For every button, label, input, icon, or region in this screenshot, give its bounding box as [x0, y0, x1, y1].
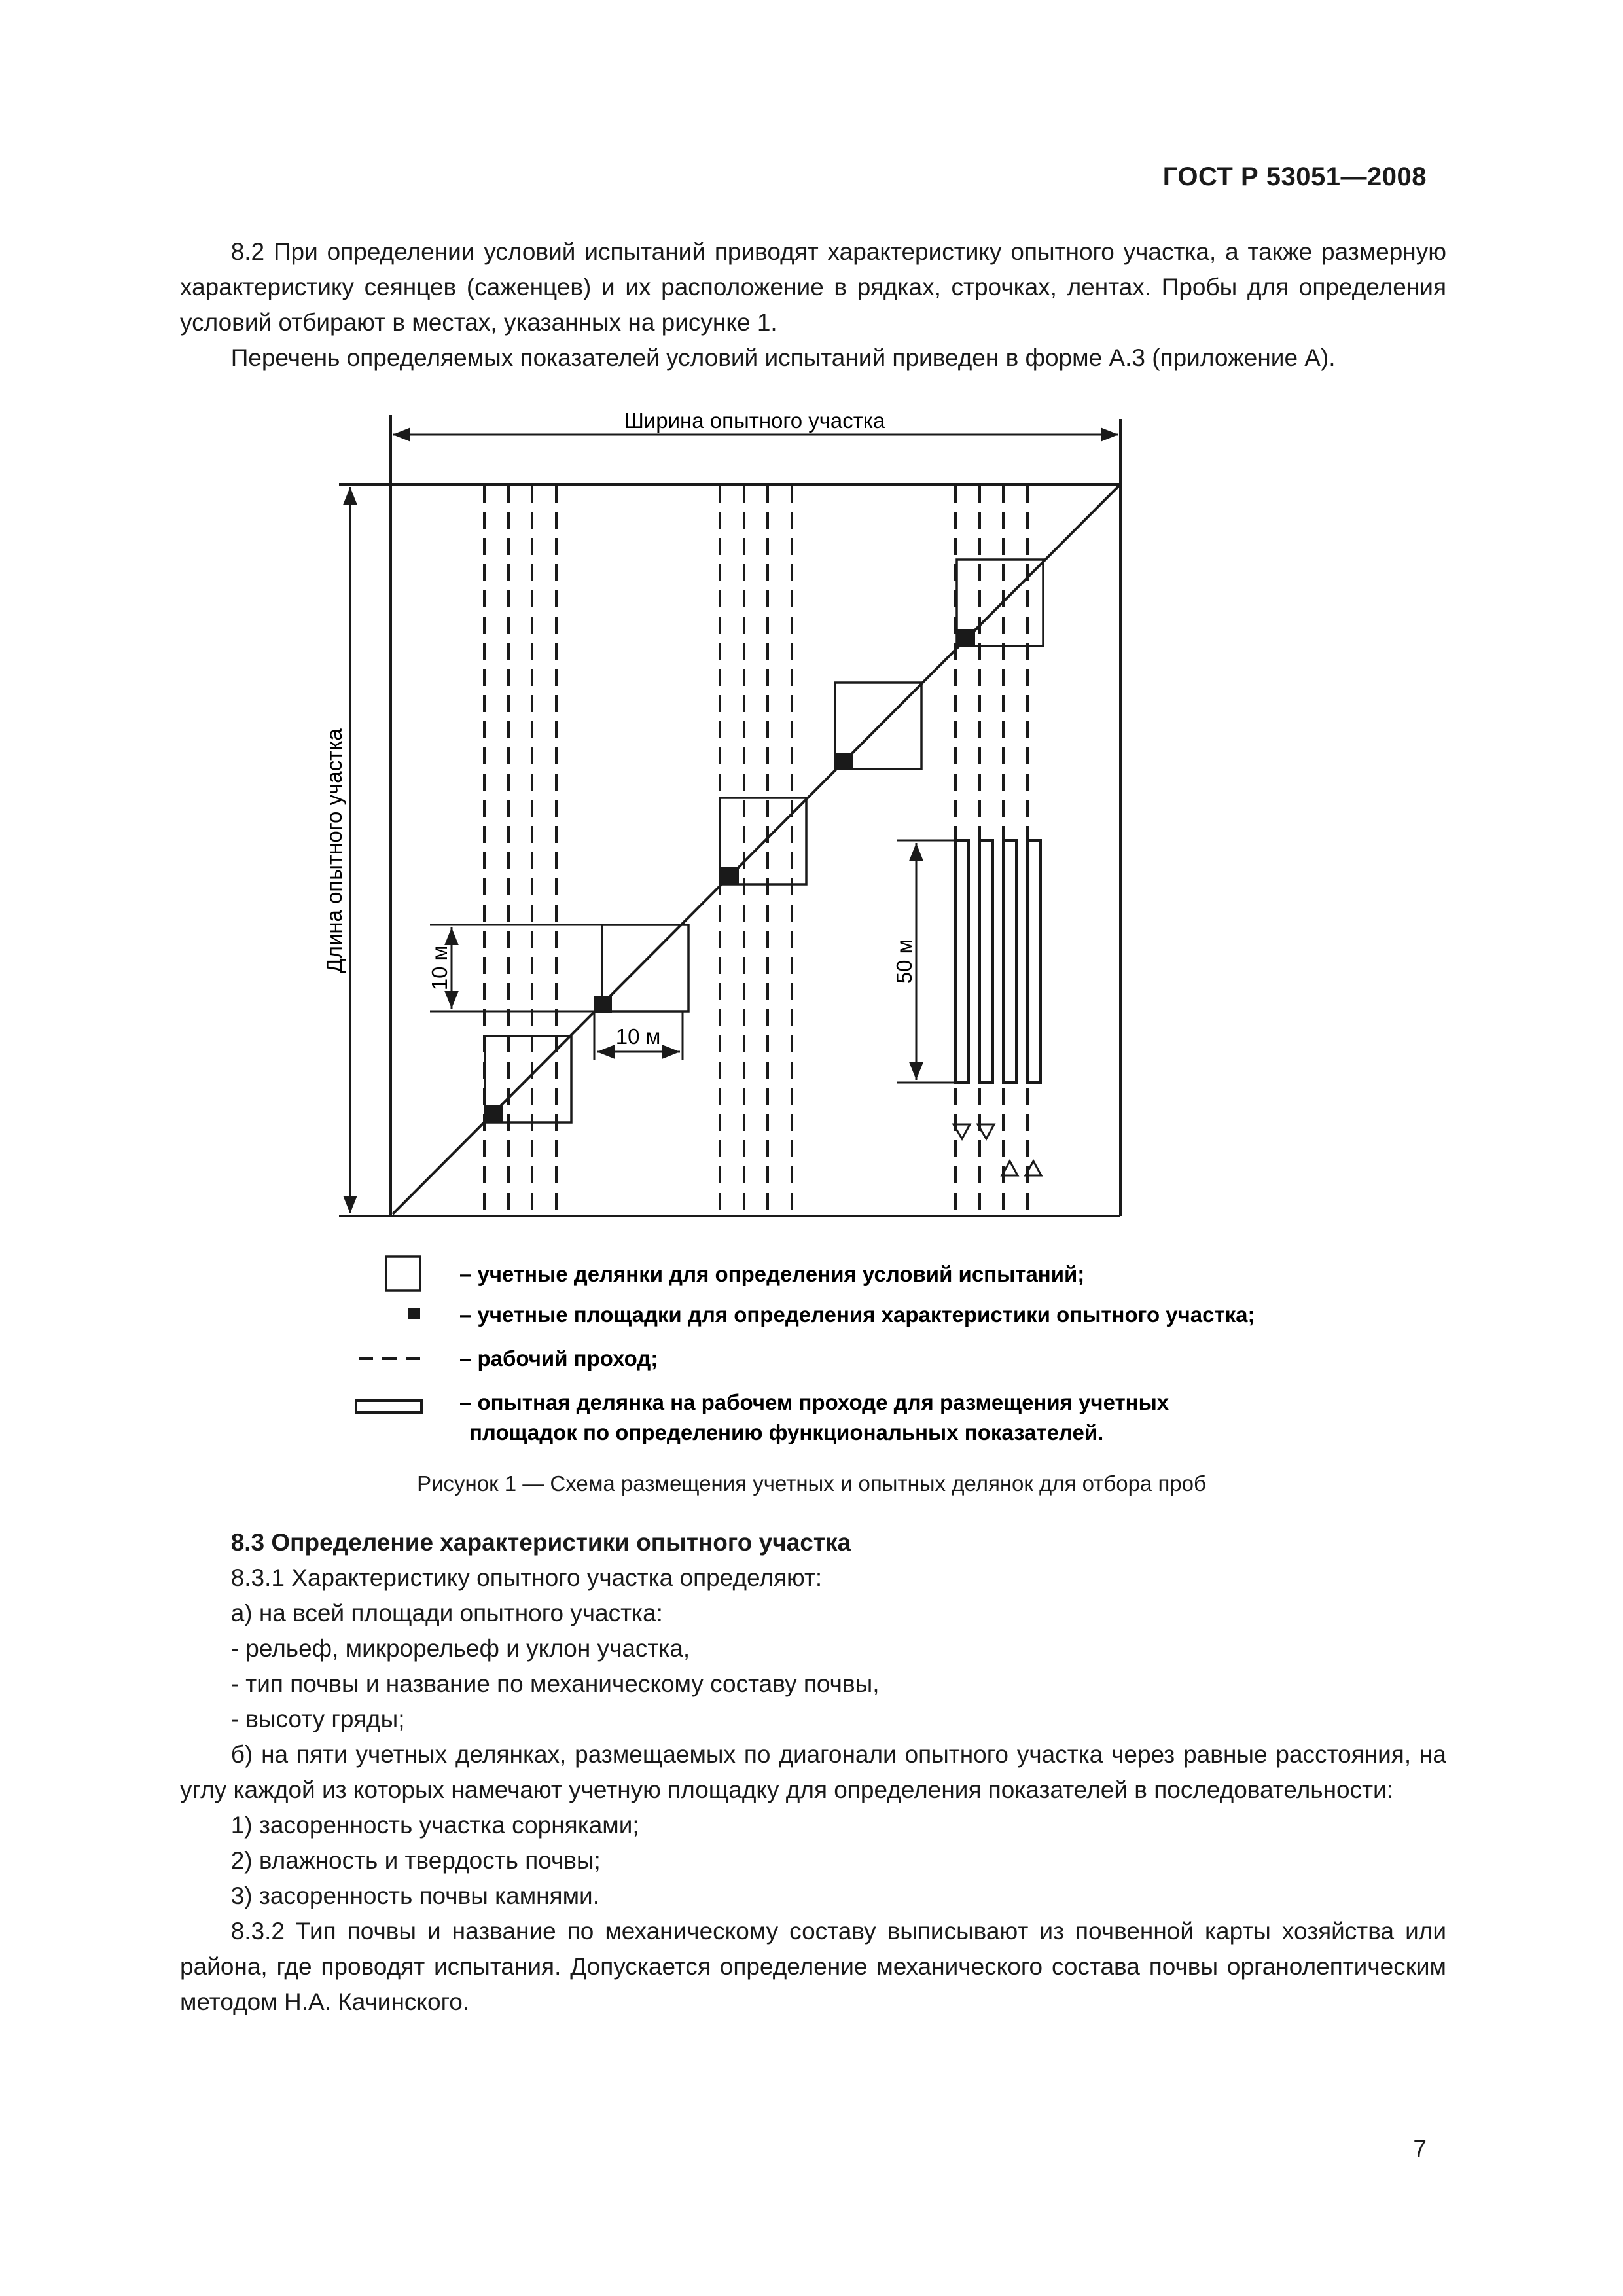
dim-50m-label: 50 м	[892, 939, 916, 984]
paragraph-8-3-1: 8.3.1 Характеристику опытного участка определяют:	[230, 1564, 823, 1591]
list-item: 1) засоренность участка сорняками;	[230, 1812, 639, 1839]
legend-plot-symbol	[386, 1257, 420, 1291]
legend-strip-text-line1: – опытная делянка на рабочем проходе для размещения учетных	[459, 1390, 1169, 1414]
page-number: 7	[1413, 2135, 1427, 2162]
legend-passage-text: – рабочий проход;	[459, 1346, 658, 1371]
legend-site-symbol	[408, 1308, 420, 1319]
section-title: 8.3 Определение характеристики опытного участка	[230, 1529, 851, 1556]
experimental-strips	[955, 840, 1041, 1083]
list-item: 3) засоренность почвы камнями.	[230, 1882, 599, 1909]
dim-10m-vertical-label: 10 м	[427, 945, 452, 991]
list-item: 2) влажность и твердость почвы;	[230, 1847, 601, 1874]
list-item: - высоту гряды;	[230, 1706, 405, 1732]
paragraph-8-2: 8.2 При определении условий испытаний приводят характеристику опытного участка, а также размерную характеристику сеянцев (саженцев) и их расположение в рядках, строчках, лентах. Пробы для определения условий отбирают в местах, указанных на рисунке 1.	[180, 238, 1446, 336]
item-b: б) на пяти учетных делянках, размещаемых по диагонали опытного участка через равные расстояния, на углу каждой из которых намечают учетную площадку для определения показателей в последовательности:	[180, 1741, 1446, 1803]
legend-plot-text: – учетные делянки для определения условий испытаний;	[459, 1262, 1085, 1286]
list-item: - тип почвы и название по механическому составу почвы,	[230, 1670, 880, 1697]
legend-strip-symbol	[356, 1401, 421, 1412]
paragraph-8-3-2: 8.3.2 Тип почвы и название по механическому составу выписывают из почвенной карты хозяйства или района, где проводят испытания. Допускается определение механического состава почвы органолептическим методом Н.А. Качинского.	[180, 1918, 1446, 2015]
width-label: Ширина опытного участка	[624, 408, 885, 433]
length-label: Длина опытного участка	[322, 728, 346, 973]
paragraph-reference: Перечень определяемых показателей условий испытаний приведен в форме А.3 (приложение А).	[230, 344, 1336, 371]
dim-10m-horizontal-label: 10 м	[615, 1024, 661, 1049]
figure-caption: Рисунок 1 — Схема размещения учетных и опытных делянок для отбора проб	[417, 1471, 1206, 1496]
section-8-3	[180, 1525, 1446, 2020]
legend-site-text: – учетные площадки для определения характеристики опытного участка;	[459, 1302, 1255, 1327]
dim-10m-vertical	[430, 925, 602, 1011]
list-item: - рельеф, микрорельеф и уклон участка,	[230, 1635, 690, 1662]
standard-header: ГОСТ Р 53051—2008	[1162, 162, 1427, 191]
item-a: а) на всей площади опытного участка:	[230, 1600, 663, 1626]
legend-strip-text-line2: площадок по определению функциональных показателей.	[469, 1420, 1104, 1444]
